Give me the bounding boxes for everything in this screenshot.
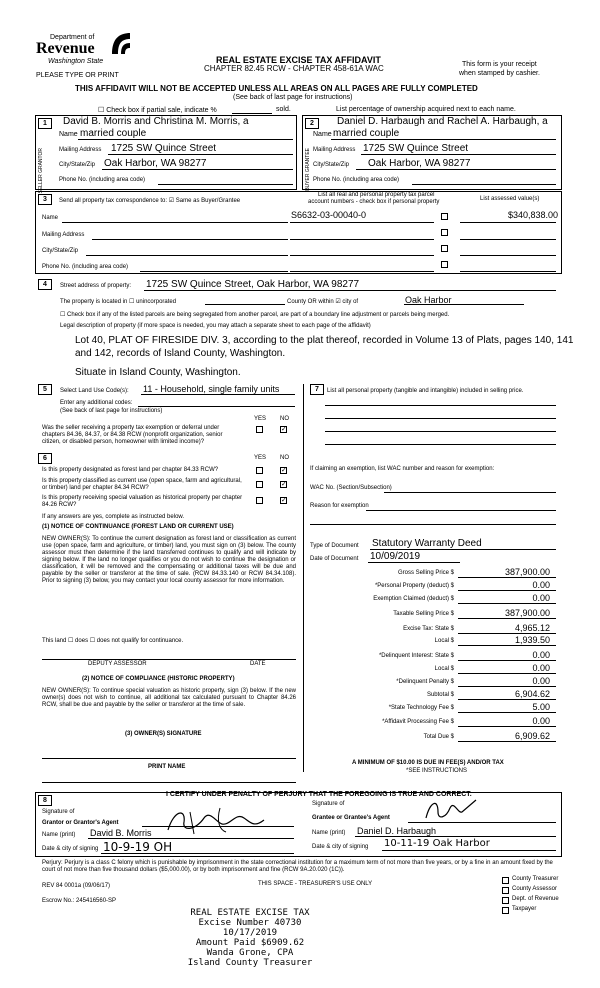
print-name-label: PRINT NAME [148,764,186,770]
dept-line2: Revenue [36,40,95,57]
stamp-line: Excise Number 40730 [198,918,302,928]
print-note: PLEASE TYPE OR PRINT [36,72,119,79]
s5-q1-no[interactable]: ✓ [281,426,287,433]
legal-line3[interactable]: Situate in Island County, Washington. [75,367,241,378]
grantee-agent-label: Grantee or Grantee's Agent [312,815,390,821]
doc-date-label: Date of Document [310,556,359,562]
legal-line2[interactable]: and 142, records of Island County, Washington. [75,348,286,359]
tax-row-value[interactable]: 0.00 [532,650,550,660]
section-7-num: 7 [310,384,324,395]
section-3-num: 3 [38,194,52,205]
seller-phone-label: Phone No. (including area code) [59,177,146,183]
tax-row-value[interactable]: 1,939.50 [514,635,550,645]
seller-mail[interactable]: 1725 SW Quince Street [111,143,217,154]
form-chapter: CHAPTER 82.45 RCW - CHAPTER 458-61A WAC [204,64,384,73]
s6-q1-yes[interactable] [256,467,263,474]
copy-label: Dept. of Revenue [512,896,559,902]
copy-label: County Treasurer [512,876,559,882]
buyer-names[interactable]: Daniel D. Harbaugh and Rachel A. Harbaugh, a [337,116,548,127]
tax-row-label: Excise Tax: State $ [403,626,454,632]
deputy-assessor: DEPUTY ASSESSOR [88,661,147,667]
see-back: (See back of last page for instructions) [233,94,353,101]
send-correspondence[interactable]: Send all property tax correspondence to: ☑ Same as Buyer/Grantee [59,198,241,204]
copy-label: County Assessor [512,886,558,892]
tax-row-label: *Delinquent Penalty $ [396,679,454,685]
s6-yes: YES [254,455,267,461]
grantor-date-label: Date & city of signing [42,846,99,852]
land-use-code[interactable]: 11 - Household, single family units [143,384,280,394]
s6-q3-no[interactable]: ✓ [281,497,287,504]
s5-yes: YES [254,416,267,422]
tax-row-value[interactable]: 4,965.12 [514,623,550,633]
dor-logo-mark [108,30,134,58]
s5-q1-yes[interactable] [256,426,263,433]
section-1-num: 1 [38,118,52,129]
tax-row-value[interactable]: 387,900.00 [504,608,550,618]
land-use-label: Select Land Use Code(s): [60,388,129,394]
dept-line1: Department of [50,34,95,41]
grantee-signature [420,794,480,824]
section-2-num: 2 [305,118,319,129]
additional-codes: Enter any additional codes: [60,400,133,406]
assessed-value[interactable]: $340,838.00 [508,210,559,220]
s5-q1: Was the seller receiving a property tax exemption or deferral under chapters 84.36, 84.37, or 84.38 RCW (nonprofit organization, senior citizen, or disabled person, homeowner with limited income)? [42,425,223,445]
parcel-header2: account numbers - check box if personal property [308,199,440,205]
buyer-name-cont[interactable]: married couple [333,128,400,139]
s3-mail-label: Mailing Address [42,232,85,238]
tax-row-label: Taxable Selling Price $ [393,611,454,617]
tax-row-value[interactable]: 387,900.00 [504,567,550,577]
tax-row-value[interactable]: 6,909.62 [514,731,550,741]
s5-see-back: (See back of last page for instructions) [60,408,163,414]
stamp-line: Amount Paid $6909.62 [195,938,305,948]
form-title: REAL ESTATE EXCISE TAX AFFIDAVIT [216,55,381,65]
s6-q2: Is this property classified as current use (open space, farm and agricultural, or timber) land per chapter 84.34 RCW? [42,478,242,491]
parcel-number[interactable]: S6632-03-00040-0 [291,210,367,220]
s6-q1: Is this property designated as forest land per chapter 84.33 RCW? [42,467,219,473]
treasurer-use: THIS SPACE - TREASURER'S USE ONLY [258,881,373,887]
wac-label: WAC No. (Section/Subsection) [310,485,392,491]
s3-name-label: Name [42,215,59,221]
seller-side-label: SELLER GRANTOR [38,148,44,194]
section-6-num: 6 [38,453,52,464]
s6-q2-yes[interactable] [256,481,263,488]
grantor-date-city[interactable]: 10-9-19 OH [103,840,173,854]
tax-row-label: *Personal Property (deduct) $ [374,583,454,589]
tax-row-label: *Affidavit Processing Fee $ [382,719,454,725]
notice2-body: NEW OWNER(S): To continue special valuation as historic property, sign (3) below. If the new owner(s) does not wish to continue, all additional tax calculated pursuant to Chapter 84.26 RCW, shall be due and payable by the seller or transferor at the time of sale. [42,688,296,708]
tax-row-value[interactable]: 6,904.62 [514,689,550,699]
tax-row-value[interactable]: 0.00 [532,580,550,590]
doc-date[interactable]: 10/09/2019 [370,551,421,562]
grantee-date-city[interactable]: 10-11-19 Oak Harbor [384,838,490,849]
s5-no: NO [280,416,289,422]
s6-q1-no[interactable]: ✓ [281,467,287,474]
buyer-mail-label: Mailing Address [313,147,356,153]
copy-checkbox[interactable] [502,897,509,904]
minimum-due: A MINIMUM OF $10.00 IS DUE IN FEE(S) AND/OR TAX [352,760,504,766]
buyer-side-label: BUYER GRANTEE [305,148,311,191]
seller-name-cont[interactable]: married couple [80,128,147,139]
tax-row-value[interactable]: 0.00 [532,663,550,673]
seller-name-label: Name [59,131,78,138]
stamp-line: Island County Treasurer [187,958,313,968]
legal-line1[interactable]: Lot 40, PLAT OF FIRESIDE DIV. 3, according to the plat thereof, recorded in Volume 13 of Plats, pages 140, 141 [75,335,574,346]
copy-label: Taxpayer [512,906,537,912]
deputy-date: DATE [250,661,266,667]
grantee-name-label: Name (print) [312,830,346,836]
receipt-note2: when stamped by cashier. [459,70,540,77]
doc-type-label: Type of Document [310,543,359,549]
certify-statement: I CERTIFY UNDER PENALTY OF PERJURY THAT THE FOREGOING IS TRUE AND CORRECT. [166,791,472,798]
personal-property-label: List all personal property (tangible and intangible) included in selling price. [327,388,524,394]
s6-q2-no[interactable]: ✓ [281,481,287,488]
pp-checkbox-2[interactable] [441,229,448,236]
perjury-note: Perjury: Perjury is a class C felony which is punishable by imprisonment in the state correctional institution for a maximum term of not more than five years, or by a fine in an amount fixed by the court of not more than five thousand dollars ($5,000.00), or by both imprisonment and fine (RCW 9A.20.020 (1C)). [42,860,553,873]
s6-if-yes: If any answers are yes, complete as instructed below. [42,514,185,520]
tax-row-value[interactable]: 0.00 [532,593,550,603]
buyer-phone-label: Phone No. (including area code) [313,177,400,183]
tax-row-label: *Delinquent Interest: State $ [378,653,454,659]
county-label[interactable]: County OR within ☑ city of [287,299,359,305]
tax-row-value[interactable]: 0.00 [532,676,550,686]
pp-checkbox-4[interactable] [441,261,448,268]
ownership-note: List percentage of ownership acquired next to each name. [336,106,516,113]
s6-no: NO [280,455,289,461]
sold-label: sold. [276,106,291,113]
owner-signature-label: (3) OWNER(S) SIGNATURE [125,731,202,737]
escrow-number: Escrow No.: 245416560-SP [42,898,117,904]
segregated-note[interactable]: ☐ Check box if any of the listed parcels are being segregated from another parcel, are part of a boundary line adjustment or parcels being merged. [60,312,450,318]
section-4-num: 4 [38,279,52,290]
stamp-line: Wanda Grone, CPA [206,948,294,958]
street-address[interactable]: 1725 SW Quince Street, Oak Harbor, WA 98277 [146,279,360,290]
rev-number: REV 84 0001a (09/06/17) [42,883,111,889]
see-instructions: *SEE INSTRUCTIONS [406,768,468,774]
pp-checkbox-1[interactable] [441,213,448,220]
grantee-date-label: Date & city of signing [312,844,369,850]
partial-sale[interactable]: ☐ Check box if partial sale, indicate % [98,107,217,114]
s6-q3: Is this property receiving special valuation as historical property per chapter 84.26 RCW? [42,495,243,508]
tax-row-label: *State Technology Fee $ [388,705,454,711]
reason-label: Reason for exemption [310,503,369,509]
grantor-agent-label: Grantor or Grantor's Agent [42,820,119,826]
qualify-continuance[interactable]: This land ☐ does ☐ does not qualify for continuance. [42,638,184,644]
buyer-city[interactable]: Oak Harbor, WA 98277 [368,158,471,169]
copy-checkbox[interactable] [502,887,509,894]
buyer-mail[interactable]: 1725 SW Quince Street [363,143,469,154]
s3-phone-label: Phone No. (including area code) [42,264,129,270]
grantor-name[interactable]: David B. Morris [90,828,152,838]
tax-row-label: Total Due $ [423,734,454,740]
buyer-name-label: Name [313,131,332,138]
seller-city[interactable]: Oak Harbor, WA 98277 [104,158,207,169]
parcel-header1: List all real and personal property tax parcel [318,192,435,198]
copy-checkbox[interactable] [502,907,509,914]
tax-row-label: Local $ [434,666,454,672]
notice1-title: (1) NOTICE OF CONTINUANCE (FOREST LAND OR CURRENT USE) [42,524,234,530]
seller-city-label: City/State/Zip [59,162,96,168]
copy-checkbox[interactable] [502,877,509,884]
pp-checkbox-3[interactable] [441,245,448,252]
seller-names[interactable]: David B. Morris and Christina M. Morris, a [63,116,249,127]
exemption-label: If claiming an exemption, list WAC number and reason for exemption: [310,466,495,472]
located-label[interactable]: The property is located in ☐ unincorporated [60,299,177,305]
doc-type[interactable]: Statutory Warranty Deed [372,538,482,549]
grantor-sig-label: Signature of [42,809,75,815]
grantor-signature [160,800,270,840]
section-5-num: 5 [38,384,52,395]
grantee-sig-label: Signature of [312,801,345,807]
notice2-title: (2) NOTICE OF COMPLIANCE (HISTORIC PROPERTY) [82,676,235,682]
tax-row-label: Gross Selling Price $ [397,570,454,576]
tax-row-value[interactable]: 0.00 [532,716,550,726]
notice1-body: NEW OWNER(S): To continue the current designation as forest land or classification as current use (open space, farm and agriculture, or timber) land, you must sign on (3) below. The county assessor must then determine if the land transferred continues to qualify and will indicate by signing below. If the land no longer qualifies or you do not wish to continue the designation or classification, it will be removed and the compensating or additional taxes will be due and payable by the seller or transferor at the time of sale. (RCW 84.33.140 or RCW 84.34.108). Prior to signing (3) below, you may contact your local county assessor for more information. [42,536,296,584]
legal-label: Legal description of property (if more space is needed, you may attach a separate sheet to each page of the affidavit) [60,323,371,329]
section-8-num: 8 [38,795,52,806]
s6-q3-yes[interactable] [256,497,263,504]
stamp-line: 10/17/2019 [222,928,278,938]
tax-row-label: Exemption Claimed (deduct) $ [373,596,454,602]
dept-line3: Washington State [48,58,104,65]
tax-row-label: Subtotal $ [426,692,454,698]
grantor-name-label: Name (print) [42,832,76,838]
warning: THIS AFFIDAVIT WILL NOT BE ACCEPTED UNLESS ALL AREAS ON ALL PAGES ARE FULLY COMPLETED [75,84,478,93]
stamp-line: REAL ESTATE EXCISE TAX [190,908,310,918]
tax-row-value[interactable]: 5.00 [532,702,550,712]
seller-mail-label: Mailing Address [59,147,102,153]
treasurer-stamp [150,908,350,968]
city-of[interactable]: Oak Harbor [405,295,452,305]
s3-city-label: City/State/Zip [42,248,79,254]
assessed-header: List assessed value(s) [480,196,540,202]
receipt-note1: This form is your receipt [462,61,537,68]
buyer-city-label: City/State/Zip [313,162,350,168]
tax-row-label: Local $ [434,638,454,644]
street-label: Street address of property: [60,283,132,289]
grantee-name[interactable]: Daniel D. Harbaugh [357,826,437,836]
dor-logo [36,28,136,73]
